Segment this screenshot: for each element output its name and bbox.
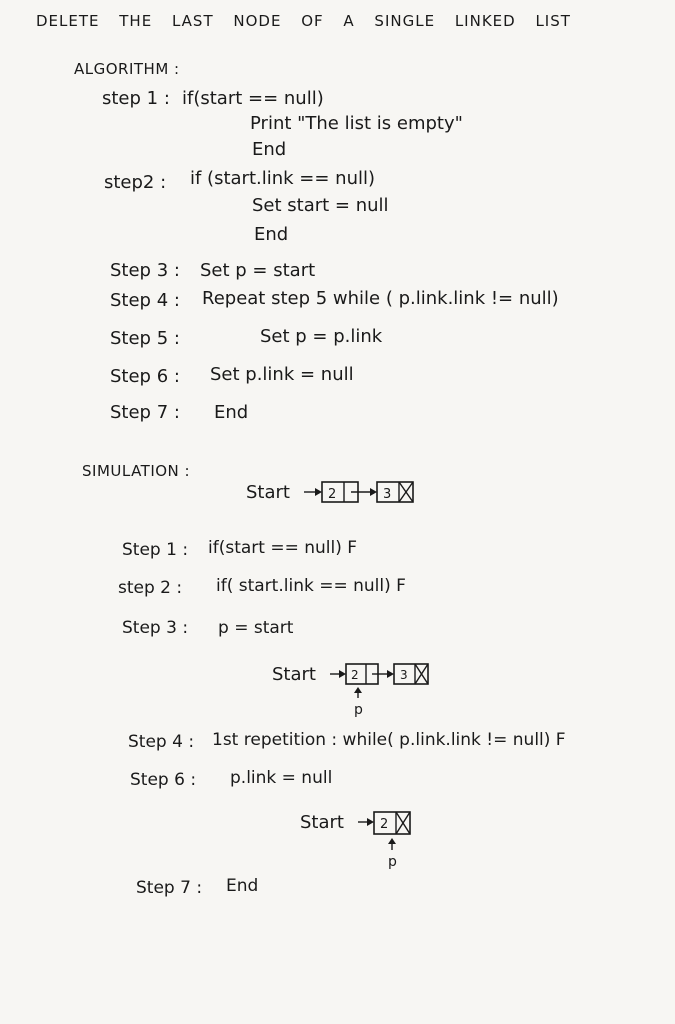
pointer-arrow-head — [388, 838, 396, 844]
node-1-link-arrow-head — [370, 488, 377, 496]
algo-step-1-line-1: if(start == null) — [182, 88, 324, 109]
algo-step-3-line: Set p = start — [200, 260, 316, 281]
algo-step-7-line: End — [214, 402, 249, 423]
start-label: Start — [272, 664, 316, 685]
algo-step-1-label: step 1 : — [102, 88, 170, 109]
sim-step-6-label: Step 6 : — [130, 770, 197, 790]
algo-step-6-line: Set p.link = null — [210, 364, 354, 385]
algo-step-5-label: Step 5 : — [110, 328, 180, 349]
start-arrow-head — [315, 488, 322, 496]
linked-list-diagram-after-step-3 — [272, 660, 442, 720]
sim-step-7-label: Step 7 : — [136, 878, 203, 898]
sim-step-2-text: if( start.link == null) F — [216, 576, 406, 596]
node-1-value: 2 — [328, 487, 337, 502]
algo-step-3-label: Step 3 : — [110, 260, 180, 281]
pointer-label: p — [388, 854, 397, 870]
algo-step-5-line: Set p = p.link — [260, 326, 383, 347]
algo-step-4-label: Step 4 : — [110, 290, 180, 311]
algo-step-1-line-3: End — [252, 139, 287, 160]
node-2-value: 3 — [383, 487, 392, 502]
sim-step-1-text: if(start == null) F — [208, 538, 358, 558]
pointer-label: p — [354, 702, 363, 718]
node-1-value: 2 — [380, 817, 389, 832]
node-1-link-arrow-head — [387, 670, 394, 678]
simulation-heading: SIMULATION : — [82, 462, 191, 480]
node-2-value: 3 — [400, 668, 408, 682]
sim-step-3-label: Step 3 : — [122, 618, 189, 638]
sim-step-6-text: p.link = null — [230, 768, 333, 788]
start-label: Start — [246, 482, 290, 503]
algo-step-4-line: Repeat step 5 while ( p.link.link != null) — [202, 288, 559, 309]
start-arrow-head — [367, 818, 374, 826]
page-title: DELETE THE LAST NODE OF A SINGLE LINKED LIST — [36, 12, 571, 30]
algorithm-heading: ALGORITHM : — [74, 60, 180, 78]
algo-step-2-line-1: if (start.link == null) — [190, 168, 376, 189]
algo-step-6-label: Step 6 : — [110, 366, 180, 387]
algo-step-2-label: step2 : — [104, 172, 167, 193]
sim-step-4-label: Step 4 : — [128, 732, 195, 752]
algo-step-7-label: Step 7 : — [110, 402, 180, 423]
linked-list-diagram-after-step-6 — [300, 808, 430, 870]
algo-step-2-line-2: Set start = null — [252, 195, 389, 216]
pointer-arrow-head — [354, 687, 362, 693]
node-1-value: 2 — [351, 668, 359, 682]
linked-list-diagram-initial — [246, 478, 436, 508]
sim-step-1-label: Step 1 : — [122, 540, 189, 560]
sim-step-4-text: 1st repetition : while( p.link.link != null) F — [212, 730, 566, 750]
sim-step-3-text: p = start — [218, 618, 294, 638]
sim-step-2-label: step 2 : — [118, 578, 183, 598]
algo-step-1-line-2: Print "The list is empty" — [250, 113, 463, 134]
sim-step-7-text: End — [226, 876, 259, 896]
start-label: Start — [300, 812, 344, 833]
algo-step-2-line-3: End — [254, 224, 289, 245]
start-arrow-head — [339, 670, 346, 678]
